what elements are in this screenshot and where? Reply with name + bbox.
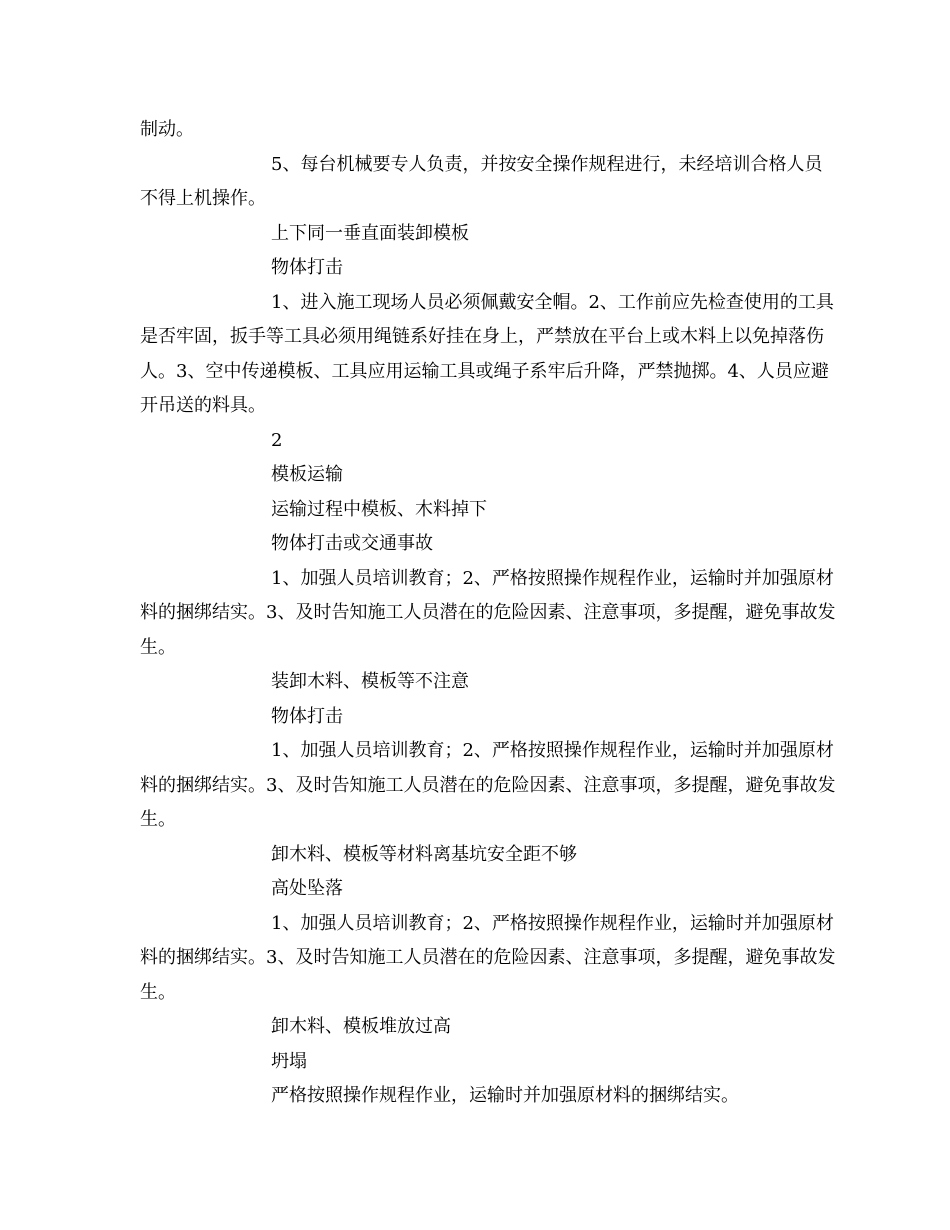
paragraph-activity: 装卸木料、模板等不注意 [271,671,469,692]
paragraph-activity: 上下同一垂直面装卸模板 [271,222,469,244]
paragraph-hazard: 坍塌 [271,1050,307,1072]
paragraph-activity: 卸木料、模板堆放过高 [271,1016,451,1037]
paragraph-section-title: 模板运输 [271,464,343,485]
paragraph-hazard: 物体打击或交通事故 [271,533,433,554]
paragraph-measures: 1、加强人员培训教育；2、严格按照操作规程作业，运输时并加强原材料的捆绑结实。3、及时告知施工人员潜在的危险因素、注意事项，多提醒，避免事故发生。 [140,912,836,1003]
paragraph-measures: 1、进入施工现场人员必须佩戴安全帽。2、工作前应先检查使用的工具是否牢固，扳手等工具必须用绳链系好挂在身上，严禁放在平台上或木料上以免掉落伤人。3、空中传递模板、工具应用运输工具或绳子系牢后升降，严禁抛掷。4、人员应避开吊送的料具。 [140,291,834,416]
paragraph-measure-5: 5、每台机械要专人负责，并按安全操作规程进行，未经培训合格人员不得上机操作。 [140,153,823,209]
paragraph-continuation: 制动。 [140,119,194,140]
document-body [140,113,840,1114]
paragraph-measures: 1、加强人员培训教育；2、严格按照操作规程作业，运输时并加强原材料的捆绑结实。3、及时告知施工人员潜在的危险因素、注意事项，多提醒，避免事故发生。 [140,740,836,830]
paragraph-measures: 严格按照操作规程作业，运输时并加强原材料的捆绑结实。 [271,1085,739,1106]
paragraph-item-number: 2 [271,429,283,451]
paragraph-hazard: 物体打击 [271,705,343,727]
paragraph-hazard: 高处坠落 [271,878,343,899]
paragraph-activity: 运输过程中模板、木料掉下 [271,498,487,520]
paragraph-measures: 1、加强人员培训教育；2、严格按照操作规程作业，运输时并加强原材料的捆绑结实。3、及时告知施工人员潜在的危险因素、注意事项，多提醒，避免事故发生。 [140,567,836,658]
paragraph-hazard: 物体打击 [271,257,343,278]
paragraph-activity: 卸木料、模板等材料离基坑安全距不够 [271,843,577,865]
